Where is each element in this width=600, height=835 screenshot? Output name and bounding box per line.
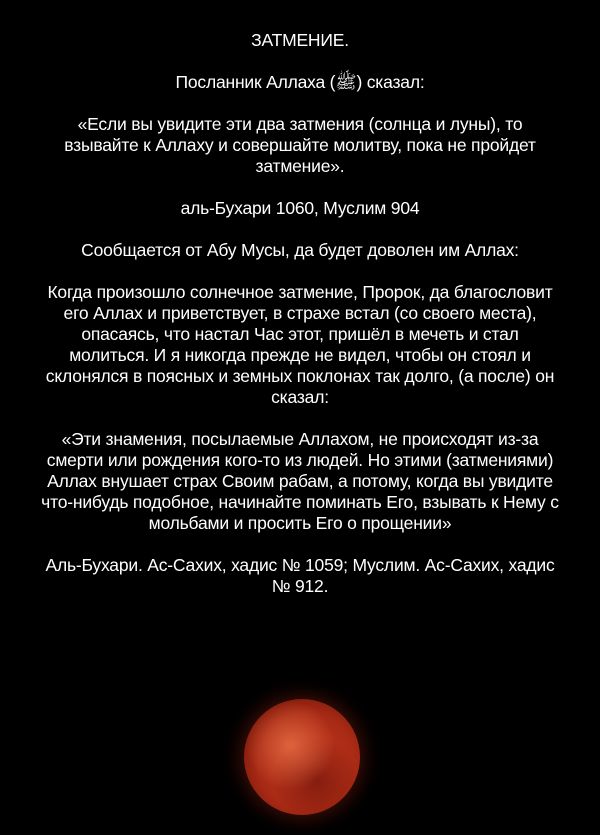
document-title: ЗАТМЕНИЕ. (251, 30, 349, 50)
hadith-quote-2: «Эти знамения, посылаемые Аллахом, не происходят из-за смерти или рождения кого-то из людей. Но этими (затмениями) Аллах внушает страх Своим рабам, а потому, когда вы увидите что-нибудь подобное, начинайте поминать Его, взывать к Нему с мольбами и просить Его о прощении» (41, 429, 559, 533)
narration-intro: Сообщается от Абу Мусы, да будет доволен им Аллах: (81, 240, 519, 260)
moon-icon (244, 699, 360, 815)
document-body (40, 30, 560, 597)
source-reference-2: Аль-Бухари. Ас-Сахих, хадис № 1059; Муслим. Ас-Сахих, хадис № 912. (45, 555, 555, 596)
hadith-quote-1: «Если вы увидите эти два затмения (солнца и луны), то взывайте к Аллаху и совершайте молитву, пока не пройдет затмение». (64, 114, 536, 176)
narration-text: Когда произошло солнечное затмение, Пророк, да благословит его Аллах и приветствует, в страхе встал (со своего места), опасаясь, что настал Час этот, пришёл в мечеть и стал молиться. И я никогда прежде не видел, чтобы он стоял и склонялся в поясных и земных поклонах так долго, (а после) он сказал: (45, 282, 555, 407)
source-reference-1: аль-Бухари 1060, Муслим 904 (180, 198, 420, 218)
intro-line: Посланник Аллаха (ﷺ) сказал: (175, 72, 425, 92)
blood-moon-image (244, 699, 360, 815)
